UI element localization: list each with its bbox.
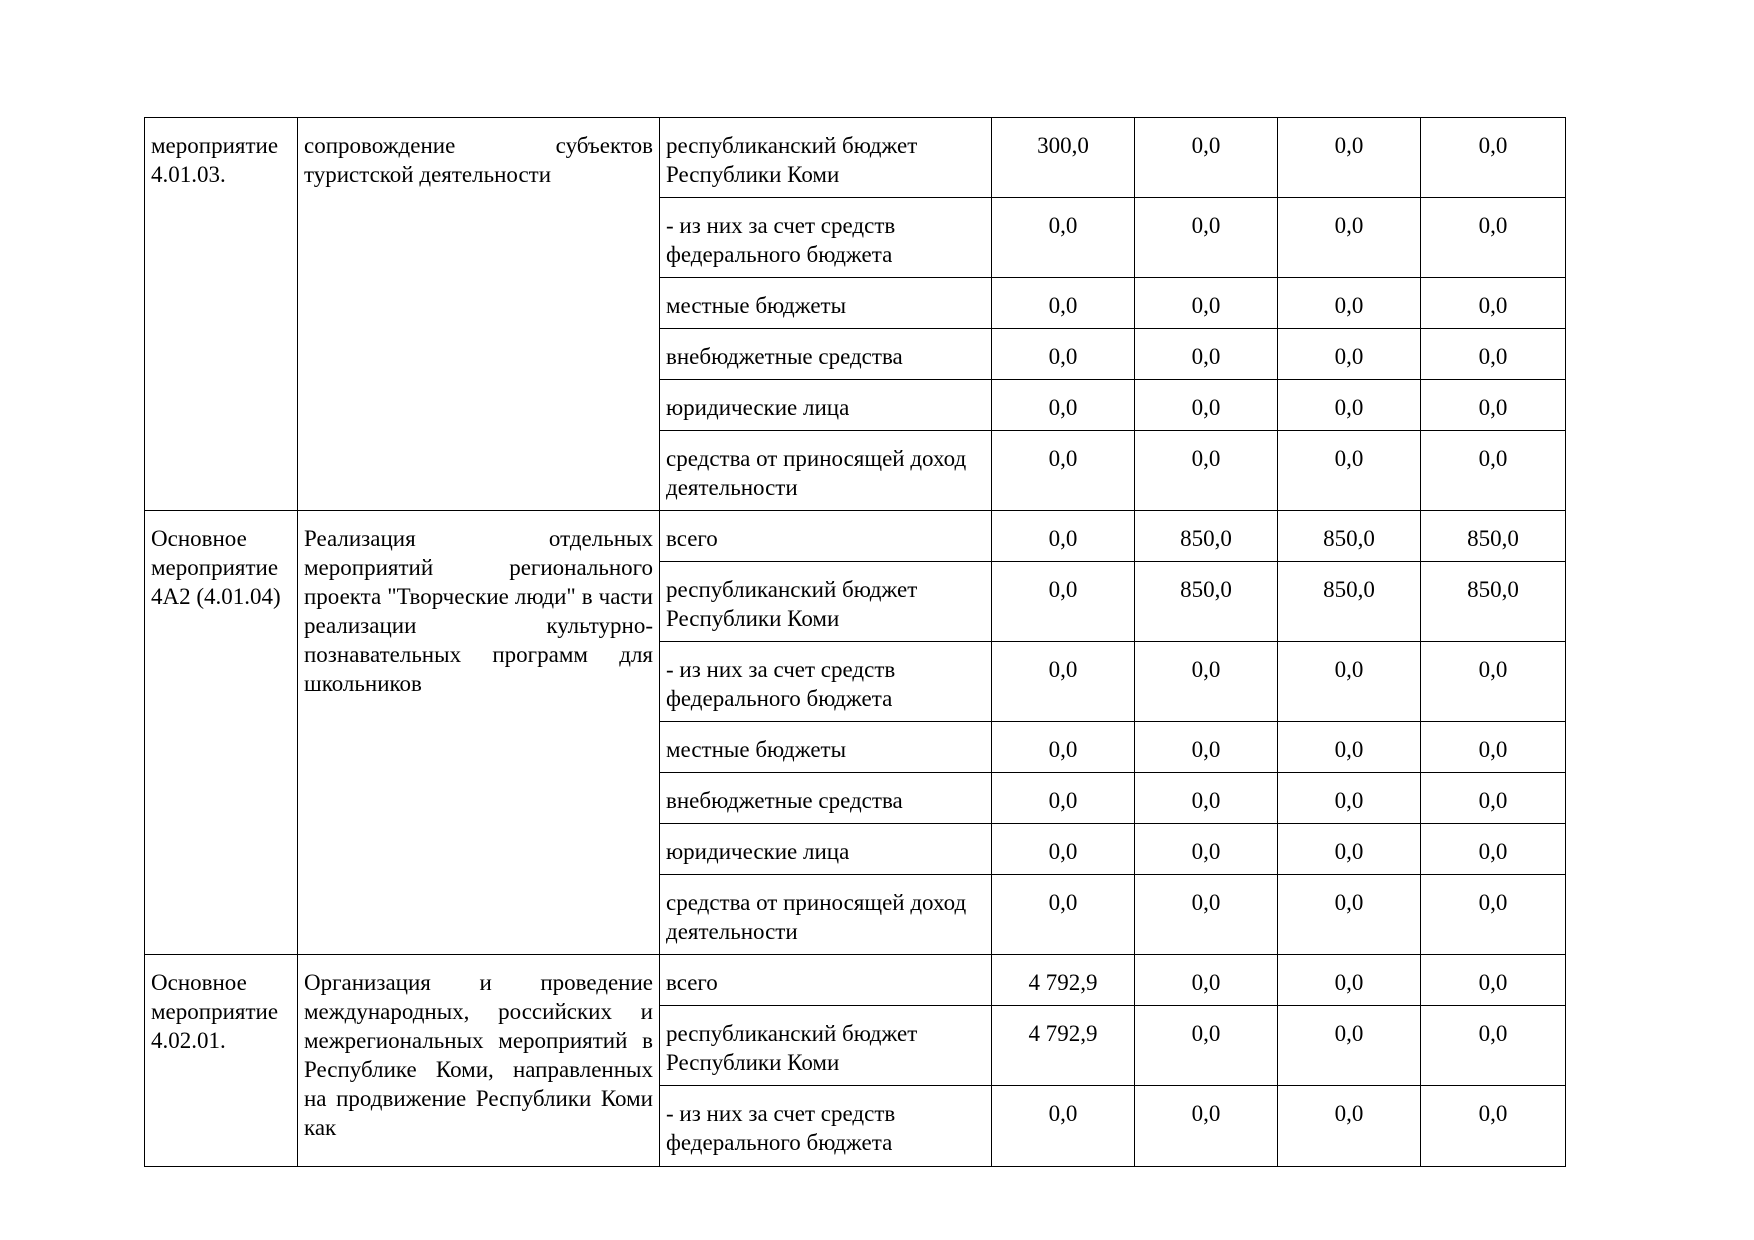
value-cell: 0,0 xyxy=(1135,722,1278,773)
value-cell: 0,0 xyxy=(1278,380,1421,431)
value-cell: 0,0 xyxy=(1278,955,1421,1006)
value-cell: 0,0 xyxy=(992,511,1135,562)
value-cell: 0,0 xyxy=(992,773,1135,824)
funding-source: местные бюджеты xyxy=(660,722,992,773)
funding-source: юридические лица xyxy=(660,380,992,431)
event-description-cell xyxy=(298,118,660,511)
funding-source: местные бюджеты xyxy=(660,278,992,329)
value-cell: 0,0 xyxy=(1135,329,1278,380)
value-cell: 0,0 xyxy=(992,562,1135,642)
event-description: сопровождение субъектов туристской деятельности xyxy=(304,133,653,187)
value-cell: 0,0 xyxy=(1135,1086,1278,1167)
value-cell: 850,0 xyxy=(1278,562,1421,642)
value-cell: 0,0 xyxy=(1421,722,1566,773)
value-cell: 0,0 xyxy=(1135,642,1278,722)
value-cell: 0,0 xyxy=(1421,431,1566,511)
value-cell: 0,0 xyxy=(1135,278,1278,329)
value-cell: 0,0 xyxy=(1421,1006,1566,1086)
value-cell: 0,0 xyxy=(1278,773,1421,824)
event-code: Основное мероприятие 4.02.01. xyxy=(151,970,279,1053)
value-cell: 0,0 xyxy=(1278,278,1421,329)
value-cell: 0,0 xyxy=(992,431,1135,511)
funding-source: средства от приносящей доход деятельности xyxy=(660,431,992,511)
value-cell: 0,0 xyxy=(992,329,1135,380)
funding-source: внебюджетные средства xyxy=(660,329,992,380)
value-cell: 0,0 xyxy=(1135,431,1278,511)
value-cell: 0,0 xyxy=(1421,278,1566,329)
funding-source: республиканский бюджет Республики Коми xyxy=(660,118,992,198)
table-row xyxy=(145,511,1566,562)
value-cell: 850,0 xyxy=(1135,562,1278,642)
value-cell: 0,0 xyxy=(1135,824,1278,875)
value-cell: 0,0 xyxy=(1278,118,1421,198)
value-cell: 0,0 xyxy=(1135,198,1278,278)
value-cell: 850,0 xyxy=(1421,511,1566,562)
value-cell: 0,0 xyxy=(1421,380,1566,431)
funding-source: - из них за счет средств федерального бюджета xyxy=(660,1086,992,1167)
value-cell: 0,0 xyxy=(1135,875,1278,955)
funding-source: - из них за счет средств федерального бюджета xyxy=(660,198,992,278)
value-cell: 850,0 xyxy=(1135,511,1278,562)
event-code: Основное мероприятие 4А2 (4.01.04) xyxy=(151,526,281,609)
funding-source: - из них за счет средств федерального бюджета xyxy=(660,642,992,722)
value-cell: 0,0 xyxy=(992,198,1135,278)
event-description: Реализация отдельных мероприятий регионального проекта "Творческие люди" в части реализации культурно-познавательных программ для школьников xyxy=(304,526,653,696)
value-cell: 0,0 xyxy=(1278,431,1421,511)
value-cell: 0,0 xyxy=(1278,875,1421,955)
value-cell: 0,0 xyxy=(1421,824,1566,875)
value-cell: 0,0 xyxy=(1135,955,1278,1006)
value-cell: 0,0 xyxy=(1421,1086,1566,1167)
value-cell: 4 792,9 xyxy=(992,955,1135,1006)
value-cell: 0,0 xyxy=(992,824,1135,875)
event-code-cell xyxy=(145,511,298,955)
value-cell: 0,0 xyxy=(1421,875,1566,955)
value-cell: 0,0 xyxy=(992,380,1135,431)
table-row xyxy=(145,118,1566,198)
value-cell: 0,0 xyxy=(1421,118,1566,198)
value-cell: 0,0 xyxy=(1135,773,1278,824)
funding-source: средства от приносящей доход деятельности xyxy=(660,875,992,955)
funding-source: всего xyxy=(660,955,992,1006)
value-cell: 0,0 xyxy=(1278,642,1421,722)
funding-source: республиканский бюджет Республики Коми xyxy=(660,562,992,642)
event-code: мероприятие 4.01.03. xyxy=(151,133,279,187)
event-code-cell xyxy=(145,118,298,511)
value-cell: 0,0 xyxy=(1278,198,1421,278)
event-description-cell xyxy=(298,511,660,955)
value-cell: 0,0 xyxy=(1421,955,1566,1006)
value-cell: 0,0 xyxy=(1278,722,1421,773)
funding-source: внебюджетные средства xyxy=(660,773,992,824)
value-cell: 0,0 xyxy=(1421,773,1566,824)
event-description: Организация и проведение международных, российских и межрегиональных мероприятий в Республике Коми, направленных на продвижение Республики Коми как xyxy=(304,970,653,1140)
funding-source: юридические лица xyxy=(660,824,992,875)
value-cell: 300,0 xyxy=(992,118,1135,198)
value-cell: 0,0 xyxy=(1421,198,1566,278)
funding-source: республиканский бюджет Республики Коми xyxy=(660,1006,992,1086)
table-row xyxy=(145,955,1566,1006)
value-cell: 0,0 xyxy=(1278,1086,1421,1167)
value-cell: 850,0 xyxy=(1421,562,1566,642)
event-description-cell xyxy=(298,955,660,1167)
value-cell: 0,0 xyxy=(992,722,1135,773)
value-cell: 0,0 xyxy=(1421,642,1566,722)
value-cell: 4 792,9 xyxy=(992,1006,1135,1086)
funding-source: всего xyxy=(660,511,992,562)
event-code-cell xyxy=(145,955,298,1167)
value-cell: 0,0 xyxy=(1135,1006,1278,1086)
value-cell: 0,0 xyxy=(992,642,1135,722)
value-cell: 0,0 xyxy=(1135,118,1278,198)
value-cell: 0,0 xyxy=(992,1086,1135,1167)
value-cell: 0,0 xyxy=(1421,329,1566,380)
value-cell: 0,0 xyxy=(992,278,1135,329)
value-cell: 850,0 xyxy=(1278,511,1421,562)
value-cell: 0,0 xyxy=(1278,329,1421,380)
value-cell: 0,0 xyxy=(1135,380,1278,431)
value-cell: 0,0 xyxy=(1278,824,1421,875)
value-cell: 0,0 xyxy=(1278,1006,1421,1086)
budget-table xyxy=(144,117,1566,1167)
value-cell: 0,0 xyxy=(992,875,1135,955)
